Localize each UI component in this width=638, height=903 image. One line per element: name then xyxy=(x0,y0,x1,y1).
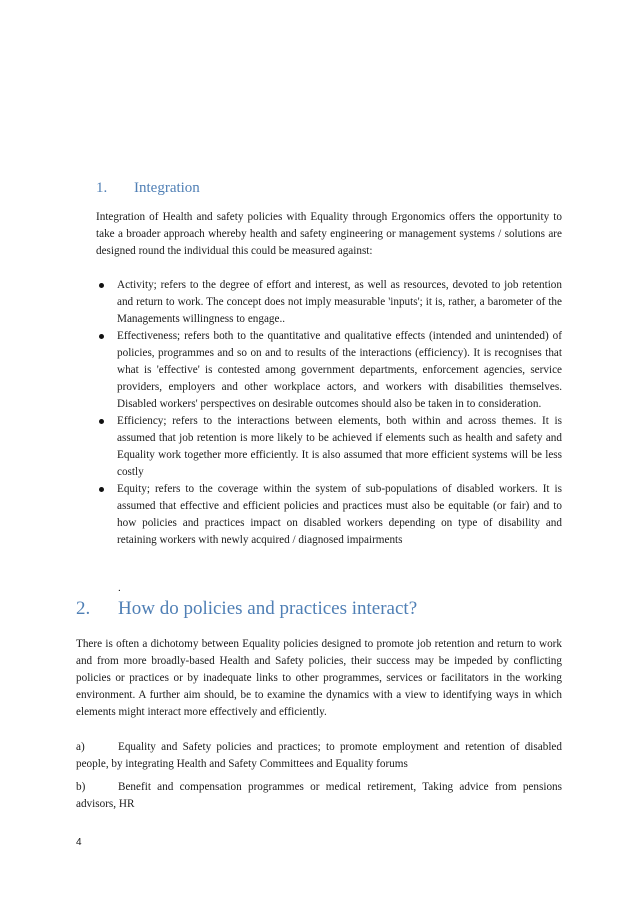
item-a-label: a) xyxy=(76,741,85,753)
item-a xyxy=(76,739,562,773)
list-item xyxy=(96,328,562,413)
list-item-text: Efficiency; refers to the interactions between elements, both within and across themes. It is assumed that job retention is more likely to be achieved if elements such as health and safety and Equality work together more efficiently. It is also assumed that more efficient systems will be less costly xyxy=(117,415,562,478)
section-2-number: 2. xyxy=(76,598,91,619)
bullet-icon xyxy=(99,487,104,492)
item-b-text: Benefit and compensation programmes or medical retirement, Taking advice from pensions advisors, HR xyxy=(76,781,562,810)
section-1-title: Integration xyxy=(134,180,200,196)
section-1-number: 1. xyxy=(96,180,108,196)
item-b xyxy=(76,779,562,813)
item-a-text: Equality and Safety policies and practices; to promote employment and retention of disabled people, by integrating Health and Safety Committees and Equality forums xyxy=(76,741,562,770)
section-1-heading xyxy=(96,180,200,197)
criteria-list xyxy=(96,277,562,549)
stray-mark: . xyxy=(118,582,121,594)
section-2-title: How do policies and practices interact? xyxy=(118,598,418,619)
bullet-icon xyxy=(99,283,104,288)
bullet-icon xyxy=(99,419,104,424)
page-number: 4 xyxy=(76,837,82,848)
list-item-text: Activity; refers to the degree of effort and interest, as well as resources, devoted to job retention and return to work. The concept does not imply measurable 'inputs'; it is, rather, a barometer of the Managements willingness to engage.. xyxy=(117,279,562,325)
list-item xyxy=(96,413,562,481)
section-2-body: There is often a dichotomy between Equality policies designed to promote job retention and return to work and from more broadly-based Health and Safety policies, their success may be impeded by conflicting policies or practices or by inadequate links to other programmes, services or facilitators in the working environment. A further aim should, be to examine the dynamics with a view to identifying ways in which elements might interact more effectively and efficiently. xyxy=(76,638,562,718)
section-2-heading xyxy=(76,598,417,620)
item-b-label: b) xyxy=(76,781,86,793)
list-item xyxy=(96,481,562,549)
section-1-intro: Integration of Health and safety policies with Equality through Ergonomics offers the opportunity to take a broader approach whereby health and safety engineering or management systems / solutions are designed round the individual this could be measured against: xyxy=(96,211,562,257)
list-item xyxy=(96,277,562,328)
list-item-text: Equity; refers to the coverage within the system of sub-populations of disabled workers. It is assumed that effective and efficient policies and practices must also be equitable (or fair) and to how policies and practices impact on disabled workers depending on type of disability and retaining workers with newly acquired / diagnosed impairments xyxy=(117,483,562,546)
list-item-text: Effectiveness; refers both to the quantitative and qualitative effects (intended and unintended) of policies, programmes and so on and to results of the interactions (efficiency). It is recognises that what is 'effective' is contested among government departments, enforcement agencies, service providers, employers and other workplace actors, and workers with disabilities themselves. Disabled workers' perspectives on desirable outcomes should also be taken in to consideration. xyxy=(117,330,562,410)
bullet-icon xyxy=(99,334,104,339)
